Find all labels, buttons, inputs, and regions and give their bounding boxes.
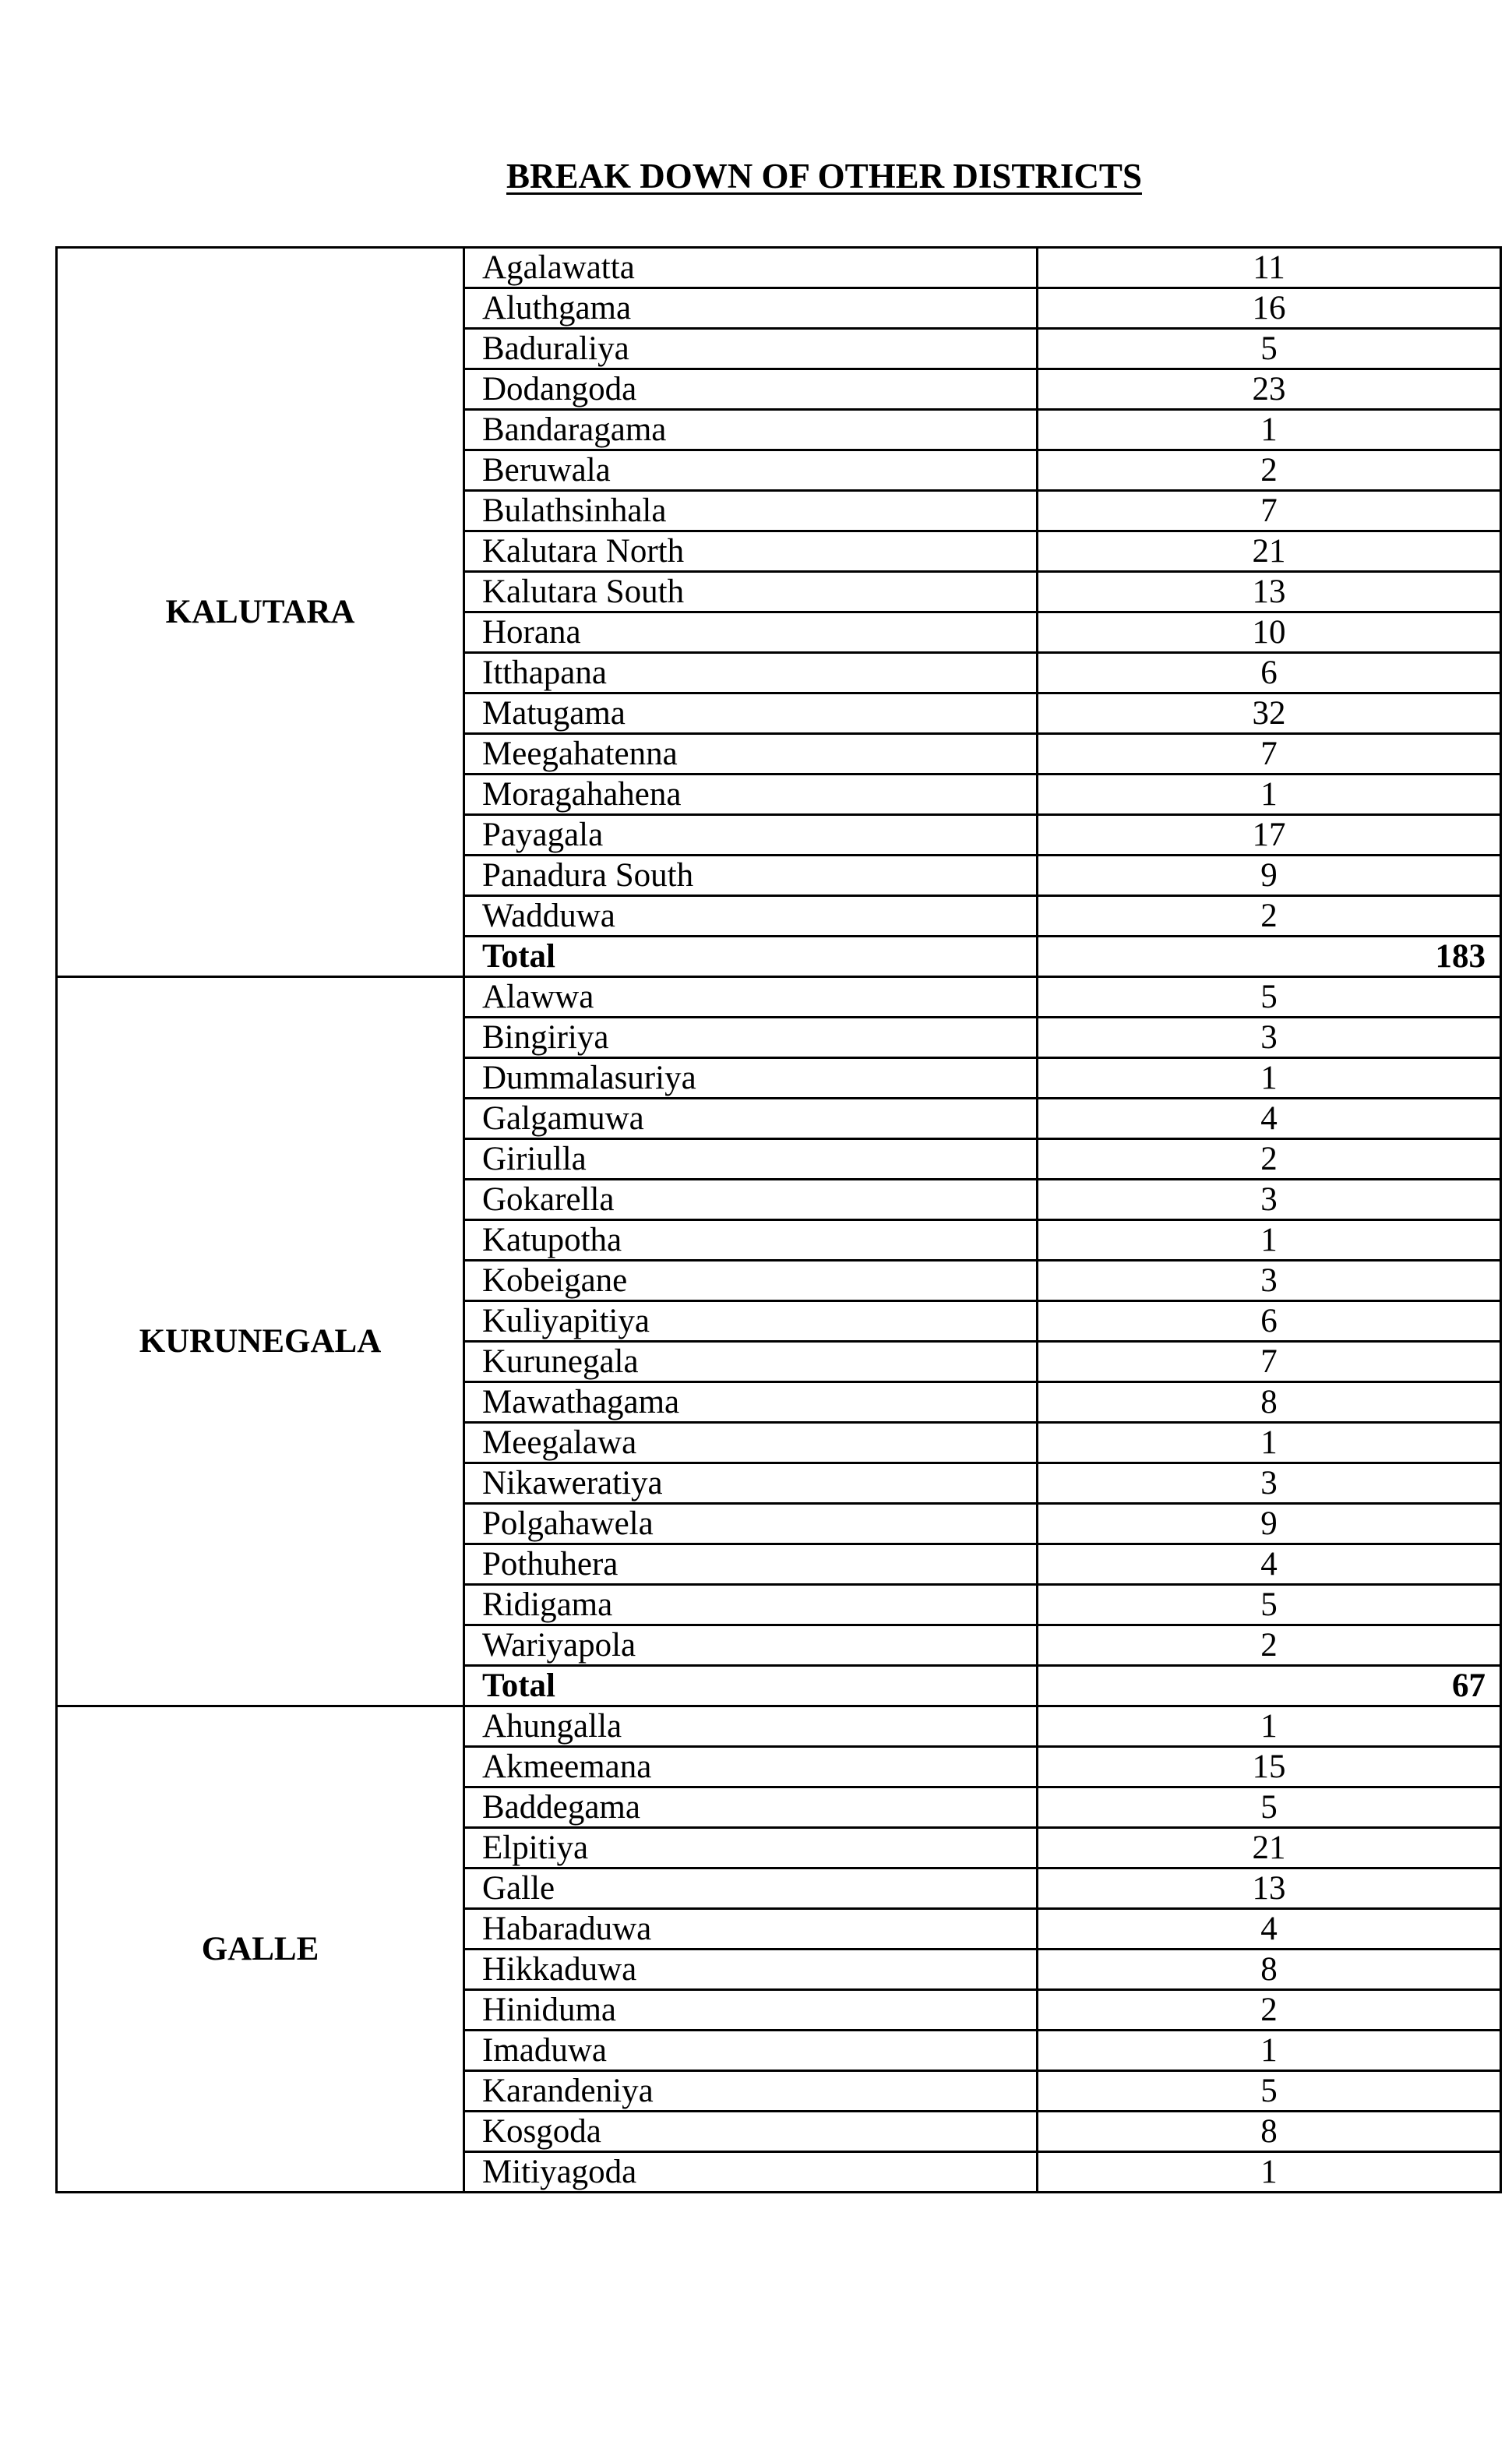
division-count: 3 [1038,1463,1501,1504]
table-row [57,1706,1501,1747]
total-label: Total [464,1666,1038,1706]
division-name: Wariyapola [464,1625,1038,1666]
division-name: Wadduwa [464,896,1038,937]
division-name: Bingiriya [464,1018,1038,1058]
division-name: Galgamuwa [464,1099,1038,1139]
division-name: Kalutara South [464,572,1038,612]
division-name: Kuliyapitiya [464,1301,1038,1342]
division-count: 7 [1038,734,1501,775]
division-count: 9 [1038,1504,1501,1544]
division-name: Panadura South [464,856,1038,896]
division-name: Pothuhera [464,1544,1038,1585]
division-count: 16 [1038,288,1501,329]
division-name: Bandaragama [464,410,1038,450]
division-count: 1 [1038,775,1501,815]
division-name: Karandeniya [464,2071,1038,2112]
division-name: Nikaweratiya [464,1463,1038,1504]
division-name: Kosgoda [464,2112,1038,2152]
division-name: Giriulla [464,1139,1038,1180]
division-count: 3 [1038,1261,1501,1301]
division-count: 21 [1038,531,1501,572]
division-name: Mawathagama [464,1382,1038,1423]
division-name: Meegahatenna [464,734,1038,775]
division-count: 1 [1038,2031,1501,2071]
division-count: 2 [1038,450,1501,491]
division-name: Akmeemana [464,1747,1038,1787]
document-title: BREAK DOWN OF OTHER DISTRICTS [506,157,1142,196]
division-name: Hikkaduwa [464,1950,1038,1990]
division-name: Kobeigane [464,1261,1038,1301]
division-count: 9 [1038,856,1501,896]
division-name: Aluthgama [464,288,1038,329]
division-name: Moragahahena [464,775,1038,815]
division-name: Imaduwa [464,2031,1038,2071]
division-count: 4 [1038,1544,1501,1585]
district-name: KALUTARA [57,248,464,977]
division-count: 8 [1038,1382,1501,1423]
division-count: 21 [1038,1828,1501,1868]
division-count: 5 [1038,1787,1501,1828]
division-name: Baduraliya [464,329,1038,369]
districts-table-body [57,248,1501,2193]
division-count: 10 [1038,612,1501,653]
division-count: 1 [1038,1423,1501,1463]
division-count: 5 [1038,329,1501,369]
division-count: 3 [1038,1180,1501,1220]
division-name: Bulathsinhala [464,491,1038,531]
division-name: Itthapana [464,653,1038,693]
table-row [57,977,1501,1018]
total-value: 67 [1038,1666,1501,1706]
division-count: 15 [1038,1747,1501,1787]
division-count: 2 [1038,1990,1501,2031]
division-name: Beruwala [464,450,1038,491]
division-count: 1 [1038,1220,1501,1261]
division-name: Alawwa [464,977,1038,1018]
division-name: Kalutara North [464,531,1038,572]
division-name: Habaraduwa [464,1909,1038,1950]
division-count: 2 [1038,1139,1501,1180]
division-count: 7 [1038,1342,1501,1382]
division-name: Galle [464,1868,1038,1909]
division-count: 5 [1038,977,1501,1018]
division-name: Meegalawa [464,1423,1038,1463]
division-name: Elpitiya [464,1828,1038,1868]
division-count: 2 [1038,896,1501,937]
division-count: 7 [1038,491,1501,531]
district-name: GALLE [57,1706,464,2193]
division-name: Agalawatta [464,248,1038,288]
division-count: 5 [1038,1585,1501,1625]
division-name: Matugama [464,693,1038,734]
division-count: 5 [1038,2071,1501,2112]
division-name: Baddegama [464,1787,1038,1828]
division-count: 11 [1038,248,1501,288]
division-count: 8 [1038,1950,1501,1990]
division-count: 2 [1038,1625,1501,1666]
division-count: 1 [1038,2152,1501,2193]
total-value: 183 [1038,937,1501,977]
division-name: Katupotha [464,1220,1038,1261]
total-label: Total [464,937,1038,977]
division-count: 3 [1038,1018,1501,1058]
division-name: Kurunegala [464,1342,1038,1382]
division-name: Dodangoda [464,369,1038,410]
division-count: 1 [1038,1058,1501,1099]
division-count: 4 [1038,1099,1501,1139]
division-count: 13 [1038,1868,1501,1909]
division-count: 17 [1038,815,1501,856]
division-count: 13 [1038,572,1501,612]
division-name: Ridigama [464,1585,1038,1625]
division-count: 1 [1038,1706,1501,1747]
division-name: Gokarella [464,1180,1038,1220]
division-name: Mitiyagoda [464,2152,1038,2193]
division-name: Hiniduma [464,1990,1038,2031]
division-count: 8 [1038,2112,1501,2152]
division-name: Horana [464,612,1038,653]
district-name: KURUNEGALA [57,977,464,1706]
division-count: 1 [1038,410,1501,450]
division-count: 6 [1038,653,1501,693]
division-name: Dummalasuriya [464,1058,1038,1099]
division-count: 4 [1038,1909,1501,1950]
division-name: Polgahawela [464,1504,1038,1544]
division-count: 32 [1038,693,1501,734]
division-name: Ahungalla [464,1706,1038,1747]
division-count: 23 [1038,369,1501,410]
division-count: 6 [1038,1301,1501,1342]
division-name: Payagala [464,815,1038,856]
districts-table [55,246,1502,2193]
table-row [57,248,1501,288]
